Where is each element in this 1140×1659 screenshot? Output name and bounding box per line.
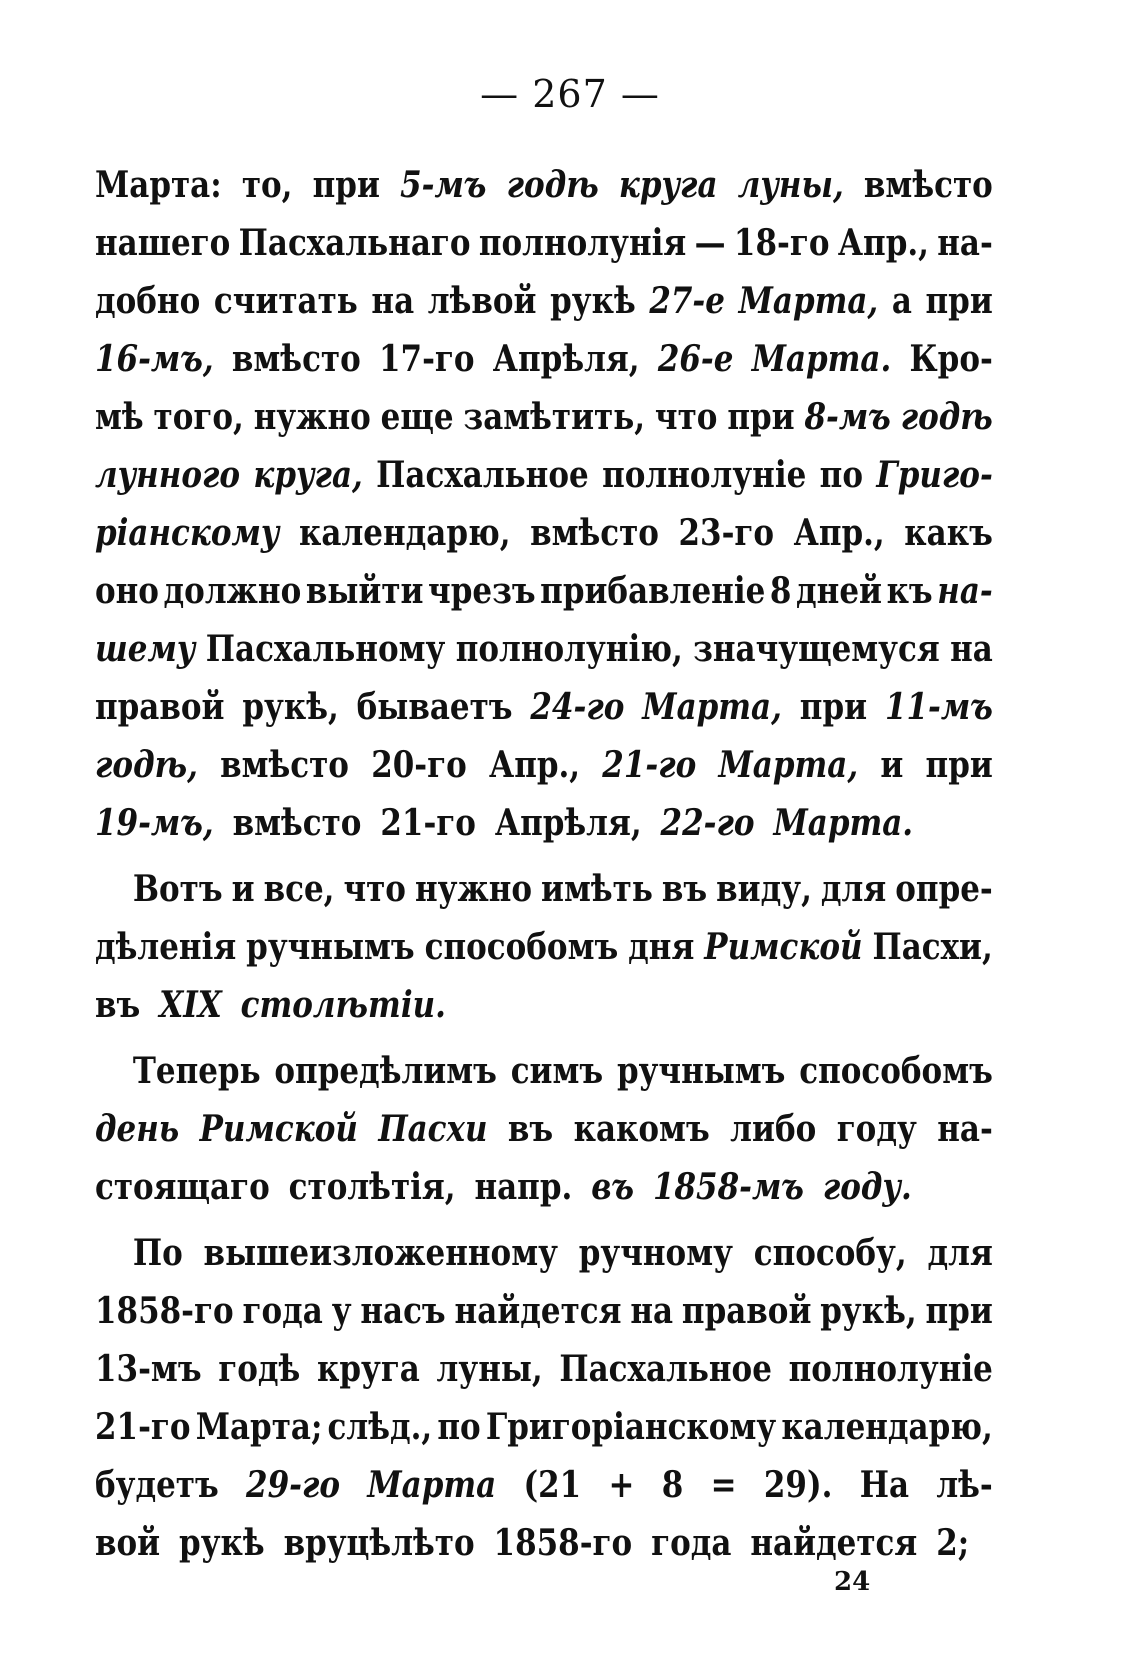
word: прибавленіе <box>540 570 766 612</box>
word: полнолуніе <box>602 454 807 496</box>
word: а <box>891 280 912 322</box>
word: симъ <box>510 1050 604 1092</box>
italic-word: столѣтіи. <box>240 984 446 1026</box>
word: рукѣ <box>179 1522 265 1564</box>
word: при <box>925 280 993 322</box>
word: имѣть <box>541 868 653 910</box>
word: бываетъ <box>356 686 513 728</box>
text-line <box>95 1042 993 1100</box>
word: напр. <box>474 1166 573 1208</box>
word: Марта; <box>195 1406 323 1448</box>
word: Апрѣля, <box>492 338 640 380</box>
italic-word: въ <box>591 1166 635 1208</box>
paragraph <box>95 1042 993 1216</box>
italic-word: лунного <box>95 454 241 496</box>
italic-word: Марта <box>367 1464 497 1506</box>
italic-word: 22-го <box>660 802 755 844</box>
word: вмѣсто <box>231 338 361 380</box>
text-line <box>95 1340 993 1398</box>
italic-word: 5-мъ <box>400 164 487 206</box>
word: правой <box>681 1290 812 1332</box>
word: Пасхальному <box>205 628 446 670</box>
word: для <box>820 868 887 910</box>
word: 13-мъ <box>95 1348 202 1390</box>
word: Апр., <box>488 744 581 786</box>
word: чрезъ <box>428 570 536 612</box>
word: года <box>651 1522 732 1564</box>
word: нашего <box>95 222 231 264</box>
word: вмѣсто <box>232 802 362 844</box>
word: Пасхальнаго <box>238 222 471 264</box>
text-line <box>95 794 993 852</box>
word: стоящаго <box>95 1166 270 1208</box>
word: Апр., <box>837 222 929 264</box>
text-line <box>95 330 993 388</box>
italic-word: 8-мъ <box>804 396 891 438</box>
word: еще <box>380 396 454 438</box>
italic-word: 26-е <box>657 338 734 380</box>
word: того, <box>153 396 244 438</box>
word: 2; <box>936 1522 970 1564</box>
word: опре- <box>895 868 993 910</box>
word: на- <box>937 222 993 264</box>
italic-word: Григо- <box>876 454 993 496</box>
italic-word: шему <box>95 628 196 670</box>
word: все, <box>263 868 335 910</box>
word: при <box>799 686 868 728</box>
word: Апрѣля, <box>494 802 642 844</box>
word: считать <box>213 280 358 322</box>
text-line <box>95 918 993 976</box>
word: На <box>859 1464 910 1506</box>
text-line <box>95 1456 993 1514</box>
word: будетъ <box>95 1464 219 1506</box>
word: при <box>312 164 380 206</box>
text-line <box>95 620 993 678</box>
paragraph <box>95 1224 993 1572</box>
italic-word: годѣ, <box>95 744 198 786</box>
word: — <box>694 222 726 264</box>
italic-word: Марта, <box>642 686 782 728</box>
paragraph-gap <box>95 1034 993 1042</box>
word: 8 <box>769 570 792 612</box>
italic-word: луны, <box>737 164 844 206</box>
word: при <box>925 1290 993 1332</box>
word: рукѣ, <box>242 686 339 728</box>
word: Апр., <box>793 512 885 554</box>
text-line <box>95 976 993 1034</box>
word: лѣвой <box>427 280 537 322</box>
italic-word: Марта. <box>773 802 914 844</box>
text-line <box>95 214 993 272</box>
word: оно <box>95 570 159 612</box>
paragraph <box>95 156 993 852</box>
word: по <box>437 1406 481 1448</box>
word: = <box>710 1464 737 1506</box>
word: календарю, <box>299 512 511 554</box>
word: у <box>331 1290 352 1332</box>
word: нужно <box>414 868 533 910</box>
italic-word: Марта, <box>738 280 879 322</box>
word: на <box>371 280 415 322</box>
italic-word: 19-мъ, <box>95 802 214 844</box>
word: добно <box>95 280 201 322</box>
text-line <box>95 1514 993 1572</box>
text-line <box>95 1158 993 1216</box>
text-line <box>95 562 993 620</box>
word: луны, <box>436 1348 543 1390</box>
word: выйти <box>305 570 424 612</box>
word: способомъ <box>424 926 619 968</box>
text-line <box>95 504 993 562</box>
text-line <box>95 860 993 918</box>
italic-word: Пасхи <box>378 1108 488 1150</box>
signature-mark: 24 <box>834 1567 871 1597</box>
word: способу, <box>753 1232 907 1274</box>
word: слѣд., <box>327 1406 433 1448</box>
italic-word: 24-го <box>530 686 625 728</box>
word: опредѣлимъ <box>274 1050 497 1092</box>
italic-word: 29-го <box>246 1464 341 1506</box>
text-line <box>95 1398 993 1456</box>
word: Вотъ <box>132 868 223 910</box>
word: году <box>836 1108 917 1150</box>
word: 29). <box>763 1464 833 1506</box>
italic-word: день <box>95 1108 180 1150</box>
word: лѣ- <box>936 1464 993 1506</box>
word: то, <box>241 164 293 206</box>
word: 18-го <box>733 222 830 264</box>
word: Теперь <box>132 1050 261 1092</box>
italic-word: 16-мъ, <box>95 338 214 380</box>
word: По <box>132 1232 183 1274</box>
word: 21-го <box>380 802 476 844</box>
word: вмѣсто <box>863 164 993 206</box>
italic-word: Римской <box>704 926 863 968</box>
word: найдется <box>454 1290 622 1332</box>
word: вышеизложенному <box>203 1232 558 1274</box>
italic-word: 21-го <box>602 744 697 786</box>
word: въ <box>507 1108 554 1150</box>
word: дней <box>796 570 882 612</box>
italic-word: XIX <box>159 984 222 1026</box>
word: годѣ <box>218 1348 301 1390</box>
text-line <box>95 1224 993 1282</box>
word: вой <box>95 1522 161 1564</box>
word: мѣ <box>95 396 144 438</box>
word: виду, <box>716 868 812 910</box>
word: и <box>880 744 904 786</box>
paragraph-gap <box>95 1216 993 1224</box>
text-line <box>95 678 993 736</box>
word: либо <box>730 1108 817 1150</box>
italic-word: Марта. <box>751 338 892 380</box>
word: вмѣсто <box>530 512 659 554</box>
italic-word: круга, <box>253 454 363 496</box>
word: 21-го <box>95 1406 191 1448</box>
word: календарю, <box>781 1406 993 1448</box>
text-line <box>95 272 993 330</box>
text-line <box>95 1282 993 1340</box>
word: найдется <box>750 1522 918 1564</box>
word: при <box>727 396 795 438</box>
word: что <box>343 868 406 910</box>
word: ручнымъ <box>616 1050 786 1092</box>
word: на <box>950 628 993 670</box>
word: полнолунію, <box>455 628 683 670</box>
word: 1858-го <box>95 1290 234 1332</box>
word: какъ <box>904 512 993 554</box>
word: Пасхальное <box>559 1348 772 1390</box>
word: вруцѣлѣто <box>283 1522 475 1564</box>
word: насъ <box>360 1290 446 1332</box>
word: на- <box>937 1108 993 1150</box>
word: + <box>608 1464 635 1506</box>
text-line <box>95 388 993 446</box>
word: ручнымъ <box>246 926 415 968</box>
word: и <box>231 868 255 910</box>
word: къ <box>886 570 933 612</box>
italic-word: на- <box>937 570 993 612</box>
paragraph <box>95 860 993 1034</box>
word: замѣтить, <box>463 396 646 438</box>
word: полнолуніе <box>788 1348 993 1390</box>
text-line <box>95 1100 993 1158</box>
italic-word: ріанскому <box>95 512 280 554</box>
word: въ <box>661 868 708 910</box>
italic-word: 1858-мъ <box>652 1166 804 1208</box>
word: 1858-го <box>493 1522 633 1564</box>
word: для <box>927 1232 993 1274</box>
word: Пасхальное <box>376 454 589 496</box>
italic-word: годѣ <box>506 164 599 206</box>
word: Кро- <box>909 338 993 380</box>
italic-word: году. <box>822 1166 912 1208</box>
page-number-header: — 267 — <box>480 72 660 116</box>
body-text <box>95 156 993 1572</box>
word: Марта: <box>95 164 222 206</box>
word: правой <box>95 686 225 728</box>
text-line <box>95 156 993 214</box>
word: какомъ <box>573 1108 710 1150</box>
italic-word: круга <box>618 164 718 206</box>
word: должно <box>163 570 302 612</box>
italic-word: Марта, <box>718 744 859 786</box>
word: столѣтія, <box>288 1166 456 1208</box>
word: въ <box>95 984 141 1026</box>
word: дѣленія <box>95 926 237 968</box>
word: 23-го <box>678 512 775 554</box>
italic-word: 11-мъ <box>884 686 993 728</box>
word: рукѣ, <box>820 1290 917 1332</box>
word: года <box>242 1290 323 1332</box>
word: 17-го <box>379 338 475 380</box>
word: 20-го <box>371 744 467 786</box>
word: Григоріанскому <box>485 1406 777 1448</box>
word: на <box>630 1290 674 1332</box>
italic-word: 27-е <box>649 280 725 322</box>
word: вмѣсто <box>220 744 349 786</box>
text-line <box>95 446 993 504</box>
word: рукѣ <box>550 280 636 322</box>
word: (21 <box>523 1464 582 1506</box>
word: полнолунія <box>478 222 687 264</box>
word: Пасхи, <box>872 926 993 968</box>
word: круга <box>317 1348 420 1390</box>
word: что <box>654 396 718 438</box>
word: значущемуся <box>693 628 940 670</box>
word: по <box>819 454 863 496</box>
text-line <box>95 736 993 794</box>
word: 8 <box>661 1464 684 1506</box>
word: ручному <box>578 1232 733 1274</box>
paragraph-gap <box>95 852 993 860</box>
word: способомъ <box>799 1050 993 1092</box>
italic-word: Римской <box>199 1108 358 1150</box>
word: нужно <box>253 396 371 438</box>
italic-word: годѣ <box>900 396 993 438</box>
word: дня <box>628 926 695 968</box>
word: при <box>925 744 993 786</box>
